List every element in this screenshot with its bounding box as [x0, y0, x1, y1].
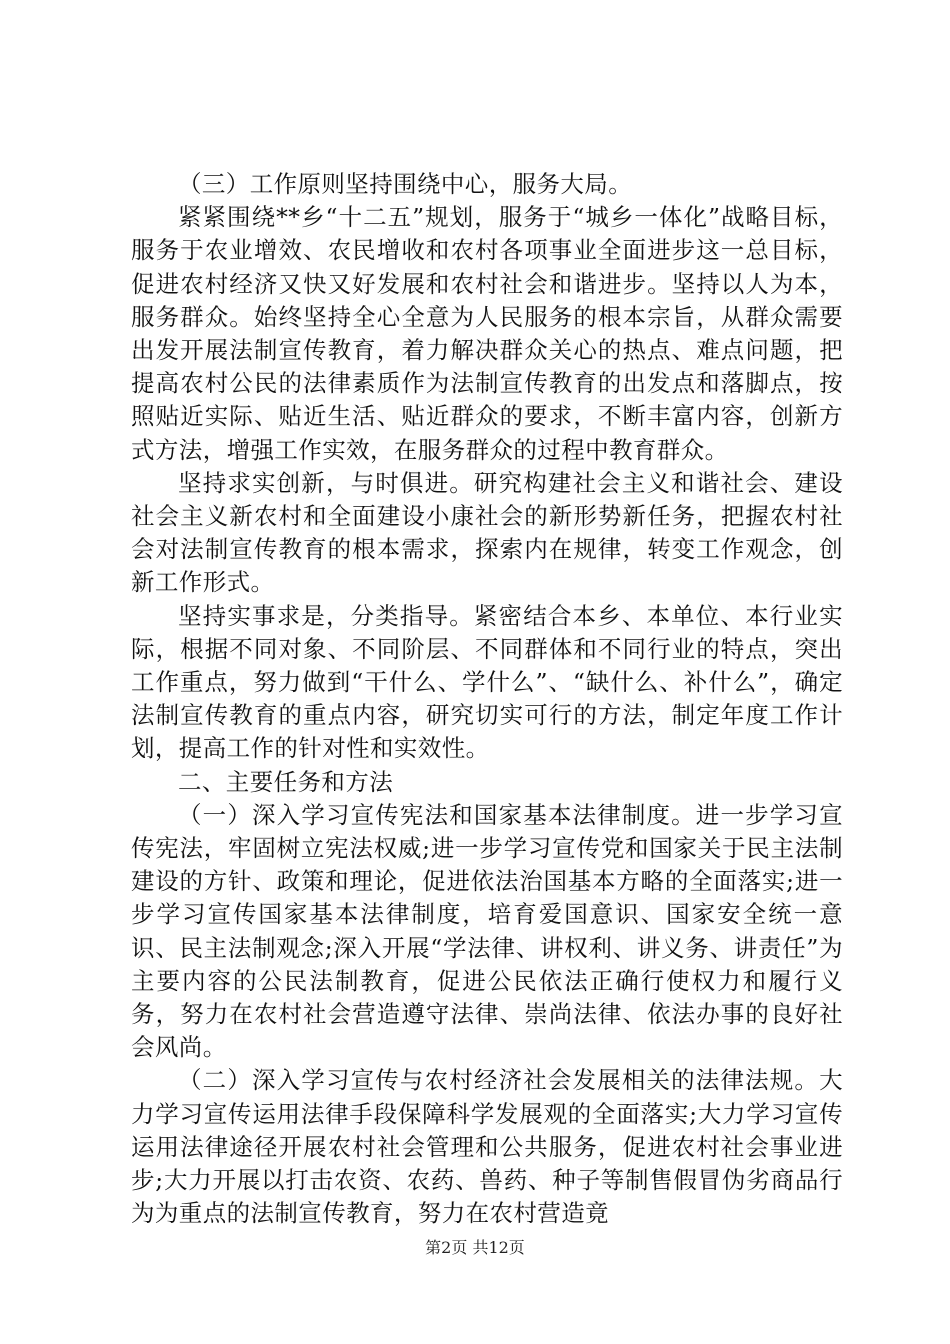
paragraph-serve-overall: 紧紧围绕**乡“十二五”规划，服务于“城乡一体化”战略目标，服务于农业增效、农民增收和农村各项事业全面进步这一总目标，促进农村经济又快又好发展和农村社会和谐进步。坚持以人为本，服务群众。始终坚持全心全意为人民服务的根本宗旨，从群众需要出发开展法制宣传教育，着力解决群众关心的热点、难点问题，把提高农村公民的法律素质作为法制宣传教育的出发点和落脚点，按照贴近实际、贴近生活、贴近群众的要求，不断丰富内容，创新方式方法，增强工作实效，在服务群众的过程中教育群众。 [131, 203, 843, 464]
paragraph-work-principle-heading: （三）工作原则坚持围绕中心，服务大局。 [178, 170, 633, 198]
section-heading-main-tasks: 二、主要任务和方法 [178, 767, 394, 796]
paragraph-innovation: 坚持求实创新，与时俱进。研究构建社会主义和谐社会、建设社会主义新农村和全面建设小康社会的新形势新任务，把握农村社会对法制宣传教育的根本需求，探索内在规律，转变工作观念，创新工作形式。 [131, 468, 843, 597]
paragraph-classified-guidance: 坚持实事求是，分类指导。紧密结合本乡、本单位、本行业实际，根据不同对象、不同阶层、不同群体和不同行业的特点，突出工作重点，努力做到“干什么、学什么”、“缺什么、补什么”，确定法制宣传教育的重点内容，研究切实可行的方法，制定年度工作计划，提高工作的针对性和实效性。 [131, 601, 843, 763]
page-number-footer: 第2页 共12页 [425, 1238, 525, 1257]
document-body [131, 168, 843, 1231]
paragraph-constitution-study: （一）深入学习宣传宪法和国家基本法律制度。进一步学习宣传宪法，牢固树立宪法权威;进一步学习宣传党和国家关于民主法制建设的方针、政策和理论，促进依法治国基本方略的全面落实;进一步学习宣传国家基本法律制度，培育爱国意识、国家安全统一意识、民主法制观念;深入开展“学法律、讲权利、讲义务、讲责任”为主要内容的公民法制教育，促进公民依法正确行使权力和履行义务，努力在农村社会营造遵守法律、崇尚法律、依法办事的良好社会风尚。 [131, 800, 843, 1062]
paragraph-rural-law-study: （二）深入学习宣传与农村经济社会发展相关的法律法规。大力学习宣传运用法律手段保障科学发展观的全面落实;大力学习宣传运用法律途径开展农村社会管理和公共服务，促进农村社会事业进步;大力开展以打击农资、农药、兽药、种子等制售假冒伪劣商品行为为重点的法制宣传教育，努力在农村营造竟 [131, 1066, 843, 1228]
